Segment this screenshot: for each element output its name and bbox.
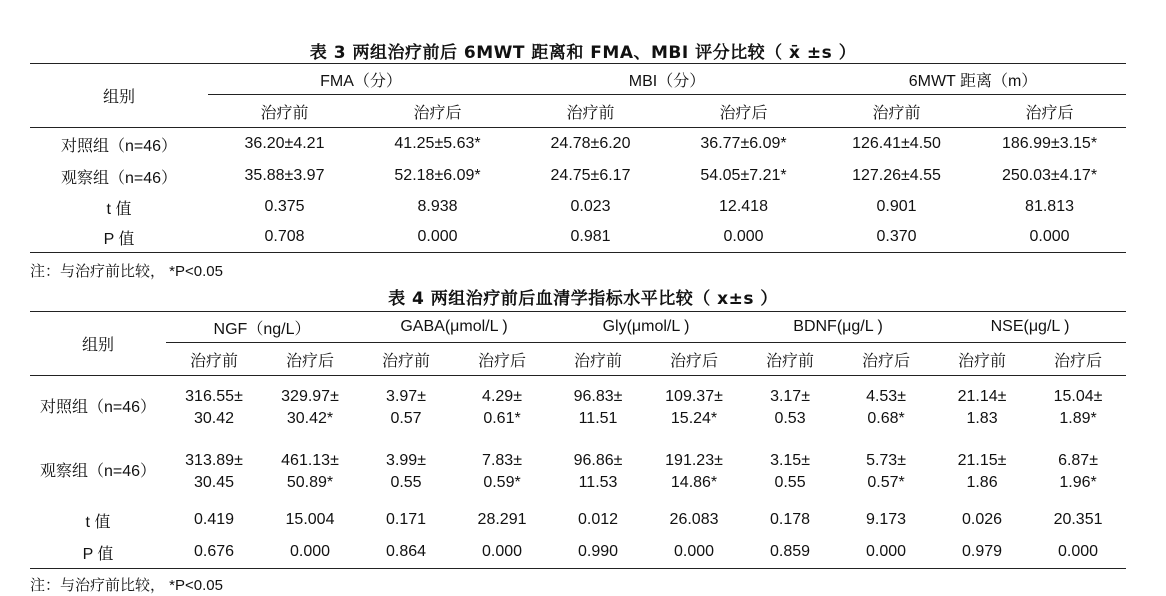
- table-cell: [646, 440, 742, 504]
- table-cell: 0.026: [962, 511, 1003, 528]
- row-label: 观察组（n=46）: [39, 463, 157, 480]
- table-cell: 20.351: [1053, 511, 1103, 528]
- row-label: 对照组（n=46）: [39, 399, 157, 416]
- table-cell: 81.813: [1025, 198, 1074, 215]
- table3-subcol: 治疗后: [973, 95, 1126, 128]
- table-cell: 36.77±6.09*: [700, 135, 787, 152]
- table-cell: 52.18±6.09*: [394, 167, 481, 184]
- table3-subcol: 治疗前: [208, 95, 361, 128]
- cell-mean: 96.86±: [573, 452, 623, 469]
- table-cell: [934, 440, 1030, 504]
- table-cell: 250.03±4.17*: [1001, 167, 1098, 184]
- table-cell: 9.173: [866, 511, 907, 528]
- table-cell: 186.99±3.15*: [1001, 135, 1098, 152]
- table-cell: 15.004: [285, 511, 335, 528]
- cell-mean: 3.99±: [386, 452, 426, 469]
- table4-colgroup-bdnf: BDNF(μg/L ): [742, 312, 934, 343]
- table-cell: [646, 376, 742, 441]
- table-cell: 24.78±6.20: [550, 135, 631, 152]
- table-cell: 0.000: [667, 222, 820, 253]
- cell-sd: 0.61*: [483, 410, 521, 427]
- cell-sd: 0.55: [390, 474, 422, 491]
- table-row: [30, 222, 1126, 253]
- cell-mean: 96.83±: [573, 388, 623, 405]
- cell-sd: 50.89*: [286, 474, 334, 491]
- table-cell: 35.88±3.97: [244, 167, 325, 184]
- table-cell: 0.000: [361, 222, 514, 253]
- table-cell: 0.901: [876, 198, 917, 215]
- table4-group-header: 组别: [30, 312, 166, 376]
- table4-subcol: 治疗后: [262, 343, 358, 376]
- table4-colgroup-nse: NSE(μg/L ): [934, 312, 1126, 343]
- row-label: 观察组（n=46）: [60, 169, 178, 187]
- table-cell: [166, 440, 262, 504]
- table-cell: 0.000: [646, 536, 742, 569]
- table-cell: 0.000: [262, 536, 358, 569]
- table-cell: [550, 376, 646, 441]
- table-cell: 0.864: [358, 536, 454, 569]
- table-cell: [166, 376, 262, 441]
- table-cell: 0.178: [770, 511, 811, 528]
- row-label: P 值: [30, 222, 208, 253]
- table-cell: [454, 440, 550, 504]
- table-cell: 36.20±4.21: [244, 135, 325, 152]
- table-cell: 0.990: [550, 536, 646, 569]
- table-cell: 0.023: [570, 198, 611, 215]
- table-cell: 0.000: [838, 536, 934, 569]
- table-cell: [838, 440, 934, 504]
- table4-subcol: 治疗前: [742, 343, 838, 376]
- table-cell: 126.41±4.50: [852, 135, 941, 152]
- table3-colgroup-6mwt: 6MWT 距离（m）: [820, 64, 1126, 95]
- table-cell: 54.05±7.21*: [700, 167, 787, 184]
- cell-sd: 0.53: [774, 410, 806, 427]
- table-cell: [358, 376, 454, 441]
- table4-subcol: 治疗前: [166, 343, 262, 376]
- table4-colgroup-gly: Gly(μmol/L ): [550, 312, 742, 343]
- cell-sd: 0.57*: [867, 474, 905, 491]
- table-cell: 28.291: [477, 511, 527, 528]
- cell-mean: 21.15±: [957, 452, 1007, 469]
- cell-sd: 0.59*: [483, 474, 521, 491]
- table4-caption: 表 4 两组治疗前后血清学指标水平比较（ x±s ）: [388, 289, 778, 309]
- row-label: P 值: [30, 536, 166, 569]
- cell-sd: 30.45: [193, 474, 235, 491]
- cell-mean: 316.55±: [185, 388, 243, 405]
- table4-subcol: 治疗后: [1030, 343, 1126, 376]
- table-cell: 0.171: [385, 511, 427, 528]
- cell-sd: 15.24*: [670, 410, 718, 427]
- cell-mean: 3.15±: [770, 452, 810, 469]
- cell-mean: 4.29±: [482, 388, 522, 405]
- cell-mean: 21.14±: [957, 388, 1007, 405]
- cell-sd: 30.42: [193, 410, 235, 427]
- table3-body: [30, 128, 1126, 253]
- table-cell: 127.26±4.55: [852, 167, 941, 184]
- cell-mean: 3.97±: [386, 388, 426, 405]
- table-cell: [454, 376, 550, 441]
- table-cell: 0.981: [514, 222, 667, 253]
- cell-mean: 109.37±: [665, 388, 723, 405]
- table4-colgroup-ngf: NGF（ng/L）: [166, 312, 358, 343]
- table-cell: [742, 440, 838, 504]
- table3-subcol: 治疗后: [361, 95, 514, 128]
- table-cell: 0.676: [166, 536, 262, 569]
- table4-subcol: 治疗后: [838, 343, 934, 376]
- table4-colgroup-gaba: GABA(μmol/L ): [358, 312, 550, 343]
- table4-subcol: 治疗后: [454, 343, 550, 376]
- table4-note: 注：与治疗前比较， *P<0.05: [30, 577, 223, 594]
- table-cell: 41.25±5.63*: [394, 135, 481, 152]
- table4: [30, 311, 1126, 569]
- cell-mean: 6.87±: [1058, 452, 1098, 469]
- table-cell: [358, 440, 454, 504]
- cell-mean: 313.89±: [185, 452, 243, 469]
- table-cell: 0.000: [973, 222, 1126, 253]
- table3: [30, 63, 1126, 253]
- cell-mean: 15.04±: [1053, 388, 1103, 405]
- cell-mean: 4.53±: [866, 388, 906, 405]
- cell-sd: 11.51: [578, 410, 618, 427]
- cell-sd: 14.86*: [670, 474, 718, 491]
- table-cell: 12.418: [719, 198, 768, 215]
- cell-sd: 30.42*: [286, 410, 334, 427]
- table-cell: 24.75±6.17: [550, 167, 631, 184]
- table3-subcol: 治疗前: [820, 95, 973, 128]
- cell-mean: 5.73±: [866, 452, 906, 469]
- table4-subcol: 治疗前: [358, 343, 454, 376]
- table3-caption: 表 3 两组治疗前后 6MWT 距离和 FMA、MBI 评分比较（ x̄ ±s ）: [309, 43, 857, 63]
- cell-sd: 11.53: [578, 474, 618, 491]
- table4-body: [30, 376, 1126, 569]
- row-label: t 值: [106, 200, 132, 218]
- table-row: [30, 160, 1126, 192]
- cell-sd: 1.86: [966, 474, 998, 491]
- table-cell: [838, 376, 934, 441]
- table-cell: [934, 376, 1030, 441]
- row-label: 对照组（n=46）: [60, 137, 178, 155]
- table-cell: [1030, 376, 1126, 441]
- table-cell: [742, 376, 838, 441]
- table4-subcol: 治疗后: [646, 343, 742, 376]
- table-cell: [550, 440, 646, 504]
- table3-group-header: 组别: [30, 64, 208, 128]
- table-cell: 0.000: [454, 536, 550, 569]
- table4-subcol: 治疗前: [934, 343, 1030, 376]
- table-cell: 0.979: [934, 536, 1030, 569]
- cell-sd: 0.55: [774, 474, 806, 491]
- table-cell: 0.419: [193, 511, 235, 528]
- table-cell: [262, 376, 358, 441]
- cell-sd: 0.57: [390, 410, 422, 427]
- table-cell: 0.859: [742, 536, 838, 569]
- table-row: [30, 192, 1126, 222]
- cell-mean: 461.13±: [281, 452, 339, 469]
- table3-colgroup-fma: FMA（分）: [208, 64, 514, 95]
- row-label: t 值: [85, 513, 111, 531]
- cell-sd: 0.68*: [867, 410, 905, 427]
- table-row: [30, 504, 1126, 536]
- table-cell: 0.370: [820, 222, 973, 253]
- cell-mean: 3.17±: [770, 388, 810, 405]
- table3-subcol: 治疗前: [514, 95, 667, 128]
- cell-sd: 1.83: [966, 410, 998, 427]
- table-row: [30, 128, 1126, 161]
- table-row: [30, 440, 1126, 504]
- table-cell: [262, 440, 358, 504]
- cell-sd: 1.96*: [1059, 474, 1097, 491]
- table-cell: 0.012: [577, 511, 619, 528]
- table3-colgroup-mbi: MBI（分）: [514, 64, 820, 95]
- cell-sd: 1.89*: [1059, 410, 1097, 427]
- table-cell: [1030, 440, 1126, 504]
- table4-subcol: 治疗前: [550, 343, 646, 376]
- table-cell: 0.000: [1030, 536, 1126, 569]
- cell-mean: 329.97±: [281, 388, 339, 405]
- table3-subcol: 治疗后: [667, 95, 820, 128]
- cell-mean: 7.83±: [482, 452, 522, 469]
- table-row: [30, 536, 1126, 569]
- table-cell: 0.375: [264, 198, 305, 215]
- table3-note: 注：与治疗前比较， *P<0.05: [30, 263, 223, 280]
- table-row: [30, 376, 1126, 441]
- table-cell: 26.083: [669, 511, 719, 528]
- table-cell: 8.938: [417, 198, 458, 215]
- cell-mean: 191.23±: [665, 452, 723, 469]
- table-cell: 0.708: [208, 222, 361, 253]
